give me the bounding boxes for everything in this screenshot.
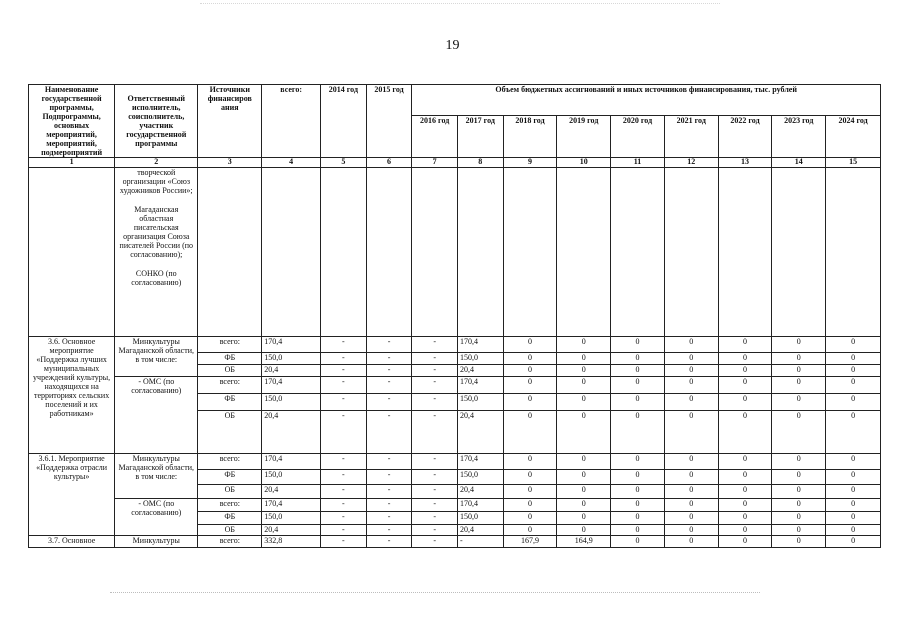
- value-cell: 0: [557, 470, 611, 485]
- header-program: Наименование государственной программы, Подпрограммы, основных мероприятий, мероприятий, подмероприятий: [29, 85, 115, 158]
- empty-cell: [772, 168, 826, 337]
- value-cell: 150,0: [457, 353, 503, 365]
- value-cell: 0: [664, 499, 718, 512]
- value-cell: -: [321, 337, 367, 353]
- value-cell: 0: [718, 454, 772, 470]
- column-number-2: 2: [115, 158, 198, 168]
- value-cell: 0: [664, 353, 718, 365]
- value-cell: 0: [772, 525, 826, 536]
- value-cell: 0: [611, 365, 665, 377]
- value-cell: 332,8: [262, 536, 321, 548]
- value-cell: 0: [718, 394, 772, 411]
- value-cell: 150,0: [457, 394, 503, 411]
- header-year-9: 2018 год: [503, 115, 557, 157]
- value-cell: 0: [611, 377, 665, 394]
- column-number-9: 9: [503, 158, 557, 168]
- table-row: [29, 536, 881, 548]
- value-cell: 0: [557, 499, 611, 512]
- value-cell: 150,0: [262, 353, 321, 365]
- empty-cell: [826, 168, 881, 337]
- funding-source: ОБ: [198, 365, 262, 377]
- value-cell: 20,4: [457, 485, 503, 499]
- value-cell: 0: [718, 512, 772, 525]
- table-row: [29, 337, 881, 353]
- value-cell: 167,9: [503, 536, 557, 548]
- funding-source: всего:: [198, 454, 262, 470]
- value-cell: 164,9: [557, 536, 611, 548]
- column-number-3: 3: [198, 158, 262, 168]
- column-number-12: 12: [664, 158, 718, 168]
- value-cell: 170,4: [457, 377, 503, 394]
- funding-source: ОБ: [198, 411, 262, 454]
- value-cell: 0: [826, 454, 881, 470]
- executor-paragraph: творческой организации «Союз художников России»;: [119, 168, 193, 195]
- value-cell: 0: [611, 536, 665, 548]
- value-cell: 0: [503, 454, 557, 470]
- value-cell: 0: [772, 512, 826, 525]
- value-cell: 0: [557, 337, 611, 353]
- value-cell: 0: [557, 411, 611, 454]
- funding-source: ФБ: [198, 353, 262, 365]
- value-cell: 0: [664, 337, 718, 353]
- value-cell: -: [321, 499, 367, 512]
- value-cell: -: [366, 470, 412, 485]
- value-cell: -: [321, 525, 367, 536]
- value-cell: 170,4: [457, 337, 503, 353]
- value-cell: 150,0: [262, 470, 321, 485]
- header-year-10: 2019 год: [557, 115, 611, 157]
- funding-source: ОБ: [198, 485, 262, 499]
- value-cell: -: [366, 499, 412, 512]
- value-cell: 0: [664, 411, 718, 454]
- value-cell: 0: [664, 512, 718, 525]
- value-cell: 0: [772, 377, 826, 394]
- value-cell: -: [366, 536, 412, 548]
- value-cell: -: [366, 454, 412, 470]
- header-year-13: 2022 год: [718, 115, 772, 157]
- value-cell: 20,4: [457, 365, 503, 377]
- value-cell: -: [412, 470, 458, 485]
- item-executor: Минкультуры Магаданской области, в том числе:: [115, 337, 198, 377]
- value-cell: 0: [718, 411, 772, 454]
- value-cell: 0: [611, 394, 665, 411]
- value-cell: -: [412, 485, 458, 499]
- value-cell: 0: [772, 485, 826, 499]
- value-cell: 0: [557, 525, 611, 536]
- value-cell: 0: [611, 454, 665, 470]
- value-cell: 20,4: [262, 525, 321, 536]
- value-cell: 0: [772, 536, 826, 548]
- executor-paragraph: Магаданская областная писательская организация Союза писателей России (по согласованию);: [119, 205, 194, 259]
- value-cell: 20,4: [457, 525, 503, 536]
- value-cell: 150,0: [262, 394, 321, 411]
- value-cell: -: [412, 365, 458, 377]
- value-cell: 170,4: [457, 454, 503, 470]
- empty-cell: [503, 168, 557, 337]
- value-cell: -: [321, 454, 367, 470]
- header-year-5: 2014 год: [321, 85, 367, 158]
- value-cell: 0: [503, 394, 557, 411]
- value-cell: 0: [772, 454, 826, 470]
- value-cell: 0: [826, 394, 881, 411]
- column-number-13: 13: [718, 158, 772, 168]
- value-cell: 170,4: [262, 454, 321, 470]
- value-cell: -: [321, 470, 367, 485]
- value-cell: 0: [718, 485, 772, 499]
- value-cell: 0: [718, 470, 772, 485]
- value-cell: -: [412, 454, 458, 470]
- value-cell: 0: [718, 499, 772, 512]
- table-row: [29, 377, 881, 394]
- value-cell: 0: [772, 337, 826, 353]
- funding-source: ФБ: [198, 512, 262, 525]
- value-cell: 0: [718, 377, 772, 394]
- value-cell: 0: [826, 499, 881, 512]
- value-cell: 0: [718, 365, 772, 377]
- value-cell: -: [321, 377, 367, 394]
- empty-cell: [611, 168, 665, 337]
- item-name: 3.6.1. Мероприятие «Поддержка отрасли культуры»: [29, 454, 115, 536]
- budget-table: [28, 84, 881, 548]
- value-cell: 0: [503, 377, 557, 394]
- value-cell: 0: [557, 454, 611, 470]
- column-number-11: 11: [611, 158, 665, 168]
- value-cell: 0: [826, 470, 881, 485]
- value-cell: 0: [557, 353, 611, 365]
- table-body: [29, 168, 881, 548]
- value-cell: 0: [503, 525, 557, 536]
- value-cell: 0: [503, 365, 557, 377]
- value-cell: -: [366, 394, 412, 411]
- funding-source: ФБ: [198, 394, 262, 411]
- value-cell: -: [366, 377, 412, 394]
- value-cell: 0: [718, 525, 772, 536]
- value-cell: -: [321, 536, 367, 548]
- value-cell: 0: [772, 353, 826, 365]
- value-cell: 20,4: [262, 485, 321, 499]
- empty-cell: [412, 168, 458, 337]
- column-number-5: 5: [321, 158, 367, 168]
- value-cell: -: [366, 353, 412, 365]
- column-number-14: 14: [772, 158, 826, 168]
- value-cell: 0: [664, 365, 718, 377]
- empty-cell: [198, 168, 262, 337]
- value-cell: -: [412, 337, 458, 353]
- value-cell: -: [366, 525, 412, 536]
- header-row-top: [29, 85, 881, 116]
- value-cell: -: [412, 377, 458, 394]
- header-year-8: 2017 год: [457, 115, 503, 157]
- value-cell: 0: [611, 485, 665, 499]
- value-cell: 0: [718, 353, 772, 365]
- value-cell: -: [321, 365, 367, 377]
- column-number-4: 4: [262, 158, 321, 168]
- value-cell: 0: [611, 353, 665, 365]
- value-cell: 0: [503, 337, 557, 353]
- value-cell: 0: [664, 485, 718, 499]
- value-cell: 0: [664, 536, 718, 548]
- value-cell: -: [412, 536, 458, 548]
- value-cell: 0: [664, 525, 718, 536]
- item-executor: Минкультуры: [115, 536, 198, 548]
- value-cell: 170,4: [262, 377, 321, 394]
- value-cell: 0: [557, 512, 611, 525]
- value-cell: 0: [557, 394, 611, 411]
- value-cell: 0: [826, 485, 881, 499]
- value-cell: 0: [826, 411, 881, 454]
- empty-cell: [457, 168, 503, 337]
- value-cell: 0: [826, 512, 881, 525]
- column-number-6: 6: [366, 158, 412, 168]
- header-year-12: 2021 год: [664, 115, 718, 157]
- header-year-4: всего:: [262, 85, 321, 158]
- value-cell: 0: [826, 365, 881, 377]
- value-cell: 0: [611, 470, 665, 485]
- table-row: [29, 499, 881, 512]
- header-year-11: 2020 год: [611, 115, 665, 157]
- value-cell: 0: [557, 485, 611, 499]
- executor-paragraph: СОНКО (по согласованию): [131, 269, 182, 287]
- continuation-name: [29, 168, 115, 337]
- value-cell: 0: [772, 365, 826, 377]
- value-cell: 0: [664, 377, 718, 394]
- value-cell: 170,4: [262, 337, 321, 353]
- funding-source: ОБ: [198, 525, 262, 536]
- value-cell: 0: [826, 536, 881, 548]
- value-cell: -: [412, 499, 458, 512]
- value-cell: 0: [664, 394, 718, 411]
- value-cell: 150,0: [262, 512, 321, 525]
- value-cell: 0: [503, 512, 557, 525]
- value-cell: 20,4: [457, 411, 503, 454]
- scan-artifact-top: [200, 3, 720, 5]
- value-cell: -: [457, 536, 503, 548]
- value-cell: 0: [772, 411, 826, 454]
- header-executor: Ответственный исполнитель, соисполнитель, участник государственной программы: [115, 85, 198, 158]
- value-cell: 0: [503, 353, 557, 365]
- column-number-10: 10: [557, 158, 611, 168]
- value-cell: 0: [611, 525, 665, 536]
- value-cell: 0: [772, 499, 826, 512]
- scan-artifact-bottom: [110, 592, 760, 594]
- value-cell: 0: [611, 411, 665, 454]
- funding-source: всего:: [198, 536, 262, 548]
- value-cell: -: [366, 365, 412, 377]
- value-cell: -: [412, 394, 458, 411]
- value-cell: 0: [557, 377, 611, 394]
- value-cell: 0: [826, 337, 881, 353]
- funding-source: всего:: [198, 499, 262, 512]
- value-cell: 0: [664, 470, 718, 485]
- value-cell: -: [321, 394, 367, 411]
- column-number-8: 8: [457, 158, 503, 168]
- value-cell: 0: [611, 499, 665, 512]
- value-cell: 0: [611, 337, 665, 353]
- header-budget-group: Объем бюджетных ассигнований и иных источников финансирования, тыс. рублей: [412, 85, 881, 116]
- value-cell: 0: [503, 470, 557, 485]
- value-cell: 0: [503, 411, 557, 454]
- value-cell: -: [412, 411, 458, 454]
- header-row-numbers: [29, 158, 881, 168]
- funding-source: всего:: [198, 337, 262, 353]
- value-cell: -: [366, 337, 412, 353]
- value-cell: 0: [611, 512, 665, 525]
- value-cell: 0: [718, 536, 772, 548]
- item-name: 3.6. Основное мероприятие «Поддержка лучших муниципальных учреждений культуры, находящихся на территориях сельских поселений и их работникам»: [29, 337, 115, 454]
- value-cell: -: [366, 411, 412, 454]
- header-source: Источники финансиров ания: [198, 85, 262, 158]
- value-cell: 0: [503, 485, 557, 499]
- value-cell: 20,4: [262, 411, 321, 454]
- empty-cell: [366, 168, 412, 337]
- value-cell: 0: [664, 454, 718, 470]
- item-executor: Минкультуры Магаданской области, в том числе:: [115, 454, 198, 499]
- table-row: [29, 454, 881, 470]
- value-cell: -: [366, 512, 412, 525]
- header-year-15: 2024 год: [826, 115, 881, 157]
- value-cell: 0: [718, 337, 772, 353]
- value-cell: -: [321, 353, 367, 365]
- value-cell: 0: [826, 353, 881, 365]
- continuation-row: [29, 168, 881, 337]
- header-year-14: 2023 год: [772, 115, 826, 157]
- value-cell: 170,4: [457, 499, 503, 512]
- funding-source: ФБ: [198, 470, 262, 485]
- value-cell: 150,0: [457, 512, 503, 525]
- value-cell: 0: [557, 365, 611, 377]
- value-cell: 150,0: [457, 470, 503, 485]
- value-cell: 0: [826, 377, 881, 394]
- value-cell: -: [321, 411, 367, 454]
- value-cell: -: [366, 485, 412, 499]
- value-cell: -: [412, 525, 458, 536]
- column-number-7: 7: [412, 158, 458, 168]
- funding-source: всего:: [198, 377, 262, 394]
- continuation-executor: [115, 168, 198, 337]
- empty-cell: [557, 168, 611, 337]
- item-name: 3.7. Основное: [29, 536, 115, 548]
- value-cell: 20,4: [262, 365, 321, 377]
- empty-cell: [321, 168, 367, 337]
- column-number-1: 1: [29, 158, 115, 168]
- empty-cell: [718, 168, 772, 337]
- page-number: 19: [445, 38, 460, 53]
- value-cell: 0: [503, 499, 557, 512]
- value-cell: 0: [772, 394, 826, 411]
- value-cell: -: [321, 512, 367, 525]
- empty-cell: [262, 168, 321, 337]
- column-number-15: 15: [826, 158, 881, 168]
- item-executor-oms: - ОМС (по согласованию): [115, 377, 198, 454]
- header-year-7: 2016 год: [412, 115, 458, 157]
- value-cell: 0: [826, 525, 881, 536]
- value-cell: -: [412, 353, 458, 365]
- value-cell: 0: [772, 470, 826, 485]
- item-executor-oms: - ОМС (по согласованию): [115, 499, 198, 536]
- value-cell: -: [412, 512, 458, 525]
- header-year-6: 2015 год: [366, 85, 412, 158]
- value-cell: -: [321, 485, 367, 499]
- value-cell: 170,4: [262, 499, 321, 512]
- empty-cell: [664, 168, 718, 337]
